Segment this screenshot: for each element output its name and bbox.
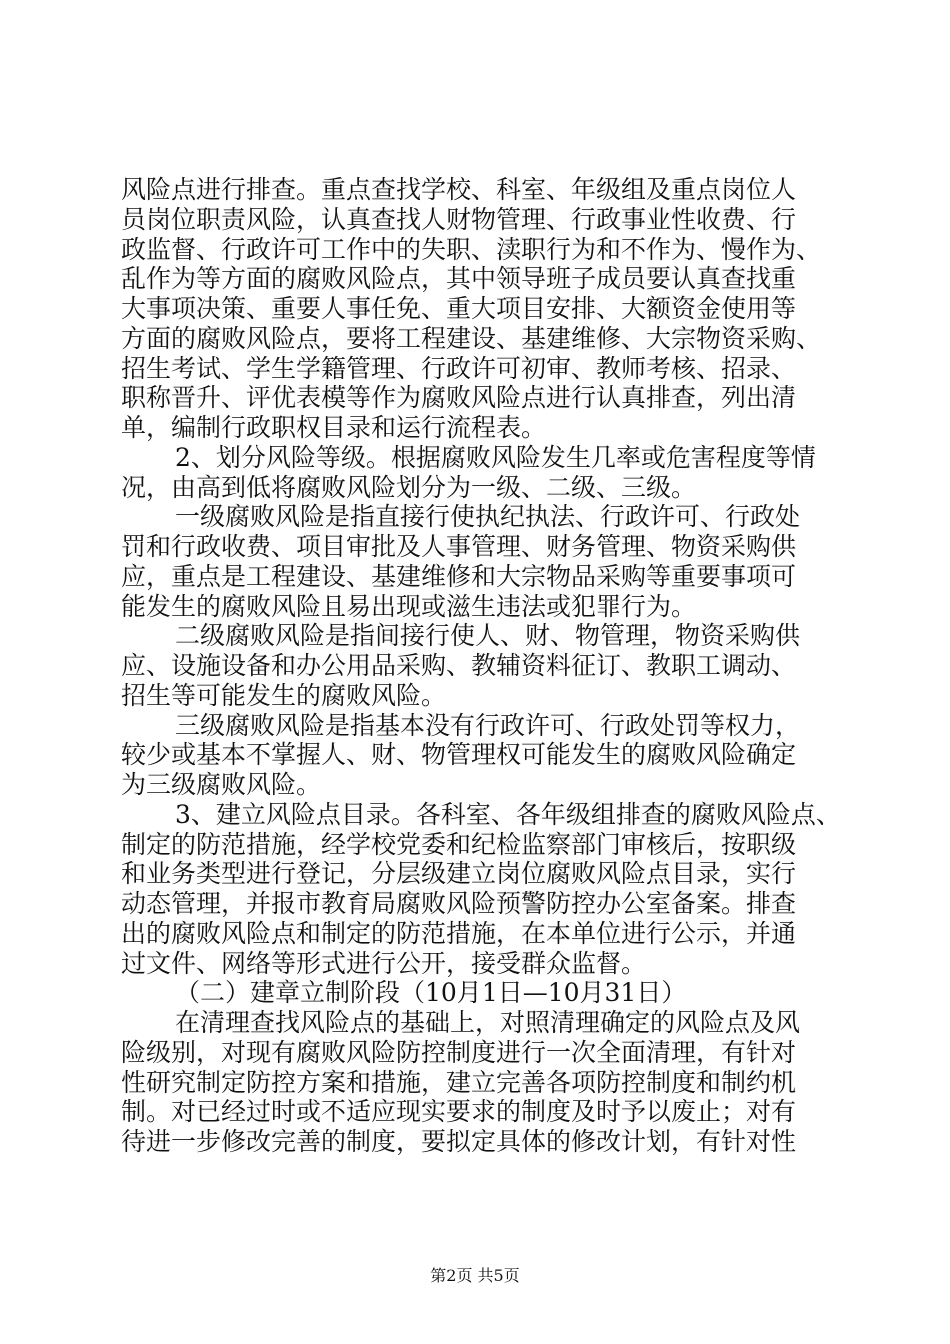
text-line: 大事项决策、重要人事任免、重大项目安排、大额资金使用等	[121, 294, 797, 323]
text-line: 一级腐败风险是指直接行使执纪执法、行政许可、行政处	[175, 502, 801, 531]
text-line: 职称晋升、评优表模等作为腐败风险点进行认真排查，列出清	[121, 383, 797, 412]
text-line: 制定的防范措施，经学校党委和纪检监察部门审核后，按职级	[121, 830, 797, 859]
text-line: 况，由高到低将腐败风险划分为一级、二级、三级。	[121, 473, 697, 502]
text-line: 罚和行政收费、项目审批及人事管理、财务管理、物资采购供	[121, 532, 797, 561]
text-line: 应、设施设备和办公用品采购、教辅资料征订、教职工调动、	[121, 651, 797, 680]
text-line: 险级别，对现有腐败风险防控制度进行一次全面清理，有针对	[121, 1038, 797, 1067]
section-heading: （二）建章立制阶段（10月1日—10月31日）	[175, 978, 687, 1007]
text-line: 2、划分风险等级。根据腐败风险发生几率或危害程度等情	[175, 443, 816, 472]
text-line: 动态管理，并报市教育局腐败风险预警防控办公室备案。排查	[121, 889, 797, 918]
text-line: 出的腐败风险点和制定的防范措施，在本单位进行公示，并通	[121, 919, 797, 948]
text-line: 方面的腐败风险点，要将工程建设、基建维修、大宗物资采购、	[121, 324, 822, 353]
text-line: 较少或基本不掌握人、财、物管理权可能发生的腐败风险确定	[121, 740, 797, 769]
text-line: 过文件、网络等形式进行公开，接受群众监督。	[121, 949, 647, 978]
text-line: 待进一步修改完善的制度，要拟定具体的修改计划，有针对性	[121, 1127, 797, 1156]
page-footer: 第2页 共5页	[430, 1266, 520, 1285]
text-line: 能发生的腐败风险且易出现或滋生违法或犯罪行为。	[121, 592, 697, 621]
text-line: 制。对已经过时或不适应现实要求的制度及时予以废止；对有	[121, 1097, 797, 1126]
text-line: 风险点进行排查。重点查找学校、科室、年级组及重点岗位人	[121, 175, 797, 204]
text-line: 政监督、行政许可工作中的失职、渎职行为和不作为、慢作为、	[121, 235, 822, 264]
text-line: 乱作为等方面的腐败风险点，其中领导班子成员要认真查找重	[121, 264, 797, 293]
text-line: 单，编制行政职权目录和运行流程表。	[121, 413, 547, 442]
text-line: 在清理查找风险点的基础上，对照清理确定的风险点及风	[175, 1008, 801, 1037]
text-line: 性研究制定防控方案和措施，建立完善各项防控制度和制约机	[121, 1068, 797, 1097]
text-line: 三级腐败风险是指基本没有行政许可、行政处罚等权力，	[175, 711, 801, 740]
text-line: 应，重点是工程建设、基建维修和大宗物品采购等重要事项可	[121, 562, 797, 591]
text-line: 员岗位职责风险，认真查找人财物管理、行政事业性收费、行	[121, 205, 797, 234]
text-line: 招生考试、学生学籍管理、行政许可初审、教师考核、招录、	[121, 354, 797, 383]
text-line: 3、建立风险点目录。各科室、各年级组排查的腐败风险点、	[175, 800, 841, 829]
text-line: 和业务类型进行登记，分层级建立岗位腐败风险点目录，实行	[121, 859, 797, 888]
text-line: 二级腐败风险是指间接行使人、财、物管理，物资采购供	[175, 621, 801, 650]
text-line: 招生等可能发生的腐败风险。	[121, 681, 447, 710]
text-line: 为三级腐败风险。	[121, 770, 322, 799]
